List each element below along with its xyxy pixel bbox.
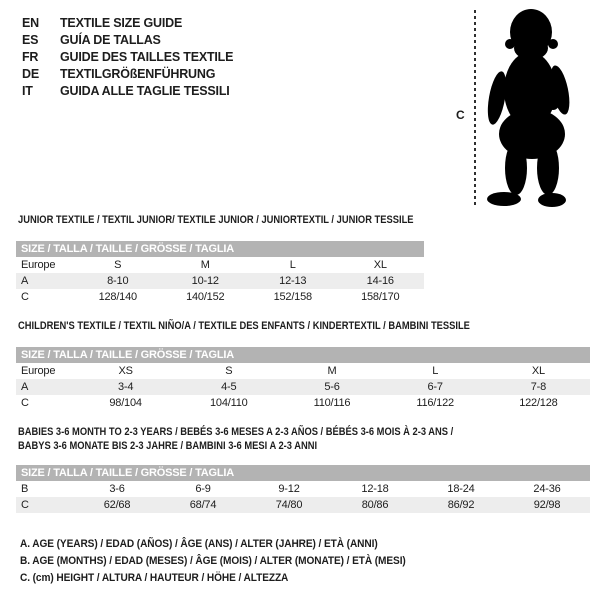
- size-header-row: [16, 465, 590, 481]
- size-cell: 5-6: [280, 379, 383, 395]
- size-cell: 86/92: [418, 497, 504, 513]
- table-row-age: [16, 273, 424, 289]
- size-cell: 14-16: [337, 273, 425, 289]
- junior-table-title: JUNIOR TEXTILE / TEXTIL JUNIOR/ TEXTILE JUNIOR / JUNIORTEXTIL / JUNIOR TESSILE: [18, 214, 414, 226]
- table-row-months: [16, 481, 590, 497]
- table-row-europe: [16, 257, 424, 273]
- measure-dashed-line: [474, 10, 476, 208]
- size-cell: 110/116: [313, 397, 351, 409]
- size-header-row: [16, 347, 590, 363]
- size-cell: 68/74: [160, 497, 246, 513]
- size-cell: 140/152: [186, 291, 225, 303]
- size-cell: L: [289, 259, 296, 271]
- size-cell: 158/170: [361, 291, 400, 303]
- size-cell: 128/140: [98, 291, 137, 303]
- language-code: ES: [22, 33, 39, 47]
- size-cell: 74/80: [246, 497, 332, 513]
- language-row-fr: [22, 49, 233, 66]
- row-label-cell: C: [16, 497, 74, 513]
- babies-title-line-1: BABIES 3-6 MONTH TO 2-3 YEARS / BEBÉS 3-6 MESES A 2-3 AÑOS / BÉBÉS 3-6 MOIS À 2-3 ANS /: [18, 426, 454, 438]
- babies-title-line-2: BABYS 3-6 MONATE BIS 2-3 JAHRE / BAMBINI 3-6 MESI A 2-3 ANNI: [18, 440, 318, 452]
- size-cell: 80/86: [332, 497, 418, 513]
- size-cell: 152/158: [273, 291, 312, 303]
- language-label: GUIDE DES TAILLES TEXTILE: [60, 50, 234, 64]
- size-cell: 6-9: [195, 483, 211, 495]
- height-measure-figure: [452, 8, 598, 210]
- size-cell: 24-36: [533, 483, 561, 495]
- size-cell: 3-4: [74, 379, 177, 395]
- language-label: GUIDA ALLE TAGLIE TESSILI: [60, 84, 230, 98]
- size-cell: 12-13: [249, 273, 337, 289]
- row-label-cell: Europe: [21, 365, 56, 377]
- row-label-cell: A: [16, 273, 74, 289]
- row-label-cell: B: [21, 483, 29, 495]
- size-cell: 8-10: [74, 273, 162, 289]
- language-code: IT: [22, 84, 33, 98]
- size-cell: 122/128: [519, 397, 558, 409]
- note-age-years: A. AGE (YEARS) / EDAD (AÑOS) / ÂGE (ANS) / ALTER (JAHRE) / ETÀ (ANNI): [20, 538, 378, 550]
- size-header-row: [16, 241, 424, 257]
- size-cell: XS: [118, 365, 133, 377]
- table-row-age: [16, 379, 590, 395]
- size-header-bar: SIZE / TALLA / TAILLE / GRÖSSE / TAGLIA: [16, 241, 424, 257]
- size-cell: 98/104: [109, 397, 142, 409]
- language-code: DE: [22, 67, 39, 81]
- note-age-months: B. AGE (MONTHS) / EDAD (MESES) / ÂGE (MOIS) / ALTER (MONATE) / ETÀ (MESI): [20, 555, 406, 567]
- size-cell: 116/122: [416, 397, 454, 409]
- language-label: TEXTILGRÖßENFÜHRUNG: [60, 67, 216, 81]
- language-code: FR: [22, 50, 39, 64]
- babies-table-section: [16, 425, 590, 513]
- language-row-en: [22, 15, 233, 32]
- height-measure-label: C: [456, 108, 465, 122]
- legend-notes: [20, 536, 439, 587]
- children-table-title: CHILDREN'S TEXTILE / TEXTIL NIÑO/A / TEXTILE DES ENFANTS / KINDERTEXTIL / BAMBINI TESSILE: [18, 320, 470, 332]
- size-cell: 4-5: [177, 379, 280, 395]
- size-cell: XL: [531, 365, 545, 377]
- row-label-cell: A: [16, 379, 74, 395]
- language-row-es: [22, 32, 233, 49]
- babies-table-title: [18, 425, 504, 453]
- size-cell: 3-6: [109, 483, 125, 495]
- row-label-cell: C: [21, 291, 29, 303]
- size-cell: L: [432, 365, 439, 377]
- children-size-table: [16, 347, 590, 411]
- size-cell: 9-12: [278, 483, 300, 495]
- language-list: [22, 15, 233, 100]
- language-label: GUÍA DE TALLAS: [60, 33, 161, 47]
- size-cell: M: [327, 365, 337, 377]
- size-cell: 12-18: [361, 483, 389, 495]
- size-cell: 18-24: [447, 483, 475, 495]
- size-cell: 10-12: [162, 273, 250, 289]
- table-row-europe: [16, 363, 590, 379]
- table-row-height: [16, 289, 424, 305]
- note-height: C. (cm) HEIGHT / ALTURA / HAUTEUR / HÖHE / ALTEZZA: [20, 572, 289, 584]
- language-label: TEXTILE SIZE GUIDE: [60, 16, 183, 30]
- size-cell: 6-7: [384, 379, 487, 395]
- size-cell: 104/110: [210, 397, 248, 409]
- size-cell: XL: [373, 259, 387, 271]
- children-table-section: [16, 319, 590, 411]
- babies-size-table: [16, 465, 590, 513]
- size-header-bar: SIZE / TALLA / TAILLE / GRÖSSE / TAGLIA: [16, 465, 590, 481]
- language-code: EN: [22, 16, 39, 30]
- size-cell: S: [225, 365, 233, 377]
- size-cell: 7-8: [487, 379, 590, 395]
- language-row-de: [22, 66, 233, 83]
- row-label-cell: C: [21, 397, 29, 409]
- size-header-bar: SIZE / TALLA / TAILLE / GRÖSSE / TAGLIA: [16, 347, 590, 363]
- junior-size-table: [16, 241, 424, 305]
- size-cell: S: [114, 259, 122, 271]
- baby-silhouette-icon: [483, 8, 595, 208]
- junior-table-section: [16, 213, 424, 305]
- size-cell: 62/68: [74, 497, 160, 513]
- size-cell: 92/98: [504, 497, 590, 513]
- table-row-height: [16, 497, 590, 513]
- language-row-it: [22, 83, 233, 100]
- table-row-height: [16, 395, 590, 411]
- row-label-cell: Europe: [21, 259, 56, 271]
- size-cell: M: [200, 259, 210, 271]
